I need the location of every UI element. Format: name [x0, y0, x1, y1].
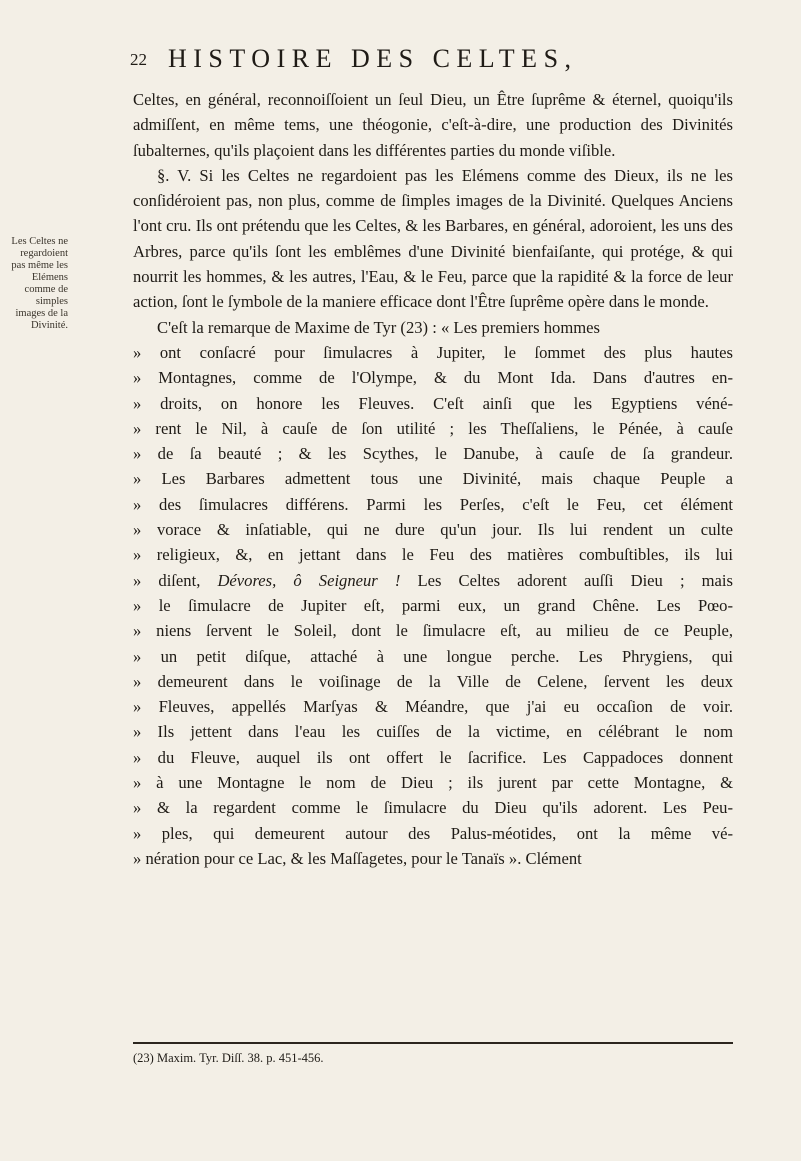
quote-line: » Montagnes, comme de l'Olympe, & du Mont Ida. Dans d'autres en- [133, 368, 733, 388]
quote-line: » Fleuves, appellés Marſyas & Méandre, que j'ai eu occaſion de voir. [133, 697, 733, 717]
quote-line-end: Les Celtes adorent auſſi Dieu ; mais [400, 570, 733, 590]
quote-line: » le ſimulacre de Jupiter eſt, parmi eux, un grand Chêne. Les Pœo- [133, 595, 733, 615]
quote-line: » Ils jettent dans l'eau les cuiſſes de la victime, en célébrant le nom [133, 722, 733, 742]
footnote-rule [133, 1042, 733, 1044]
quote-line: » religieux, &, en jettant dans le Feu des matières combuſtibles, ils lui [133, 545, 733, 565]
quote-line: » nération pour ce Lac, & les Maſſagetes, pour le Tanaïs ». Clément [133, 848, 582, 868]
margin-note: Les Celtes ne regardoient pas même les Elémens comme de simples images de la Divinité. [11, 236, 68, 331]
quote-line: » ont conſacré pour ſimulacres à Jupiter, le ſommet des plus hautes [133, 342, 733, 362]
quote-line: » vorace & inſatiable, qui ne dure qu'un jour. Ils lui rendent un culte [133, 520, 733, 540]
running-title: HISTOIRE DES CELTES, [168, 44, 578, 73]
quote-line: » ples, qui demeurent autour des Palus-méotides, ont la même vé- [133, 823, 733, 843]
page-header [130, 44, 750, 84]
quote-line: » un petit diſque, attaché à une longue perche. Les Phrygiens, qui [133, 646, 733, 666]
quote-line-start: » diſent, [133, 570, 218, 590]
quote-line: » rent le Nil, à cauſe de ſon utilité ; les Theſſaliens, le Pénée, à cauſe [133, 418, 733, 438]
quote-line: » droits, on honore les Fleuves. C'eſt ainſi que les Egyptiens véné- [133, 393, 733, 413]
quote-line: » des ſimulacres différens. Parmi les Perſes, c'eſt le Feu, cet élément [133, 494, 733, 514]
quote-line: » Les Barbares admettent tous une Divinité, mais chaque Peuple a [133, 469, 733, 489]
paragraph-2: §. V. Si les Celtes ne regardoient pas les Elémens comme des Dieux, ils ne les conſidéroient pas, non plus, comme de ſimples images de la Divinité. Quelques Anciens l'ont cru. Ils ont prétendu que les Celtes, & les Barbares, en général, adoroient, les uns des Arbres, parce qu'ils ſont les emblêmes d'une Divinité bienfaiſante, qui protége, & qui nourrit les hommes, & les autres, l'Eau, & le Feu, parce que la rapidité & la force de leur action, ſont le ſymbole de la maniere efficace dont l'Être ſuprême opère dans le monde. [133, 165, 733, 312]
quote-line: » demeurent dans le voiſinage de la Ville de Celene, ſervent les deux [133, 671, 733, 691]
quote-intro: C'eſt la remarque de Maxime de Tyr (23) : « Les premiers hommes [157, 317, 600, 337]
italic-exclamation: Dévores, ô Seigneur ! [217, 570, 401, 590]
quote-line: » du Fleuve, auquel ils ont offert le ſacrifice. Les Cappadoces donnent [133, 747, 733, 767]
paragraph-1: Celtes, en général, reconnoiſſoient un ſeul Dieu, un Être ſuprême & éternel, quoiqu'ils admiſſent, en même tems, une théogonie, c'eſt-à-dire, une production des Divinités ſubalternes, qu'ils plaçoient dans les différentes parties du monde viſible. [133, 90, 733, 160]
quote-line: » niens ſervent le Soleil, dont le ſimulacre eſt, au milieu de ce Peuple, [133, 621, 733, 641]
quote-line-with-italic [133, 568, 733, 593]
page-number: 22 [130, 50, 147, 69]
footnote: (23) Maxim. Tyr. Diſſ. 38. p. 451-456. [133, 1051, 324, 1065]
quote-line: » & la regardent comme le ſimulacre du Dieu qu'ils adorent. Les Peu- [133, 798, 733, 818]
quote-line: » de ſa beauté ; & les Scythes, le Danube, à cauſe de ſa grandeur. [133, 444, 733, 464]
body-text [133, 87, 733, 871]
quotation [133, 340, 733, 871]
quote-line: » à une Montagne le nom de Dieu ; ils jurent par cette Montagne, & [133, 773, 733, 793]
